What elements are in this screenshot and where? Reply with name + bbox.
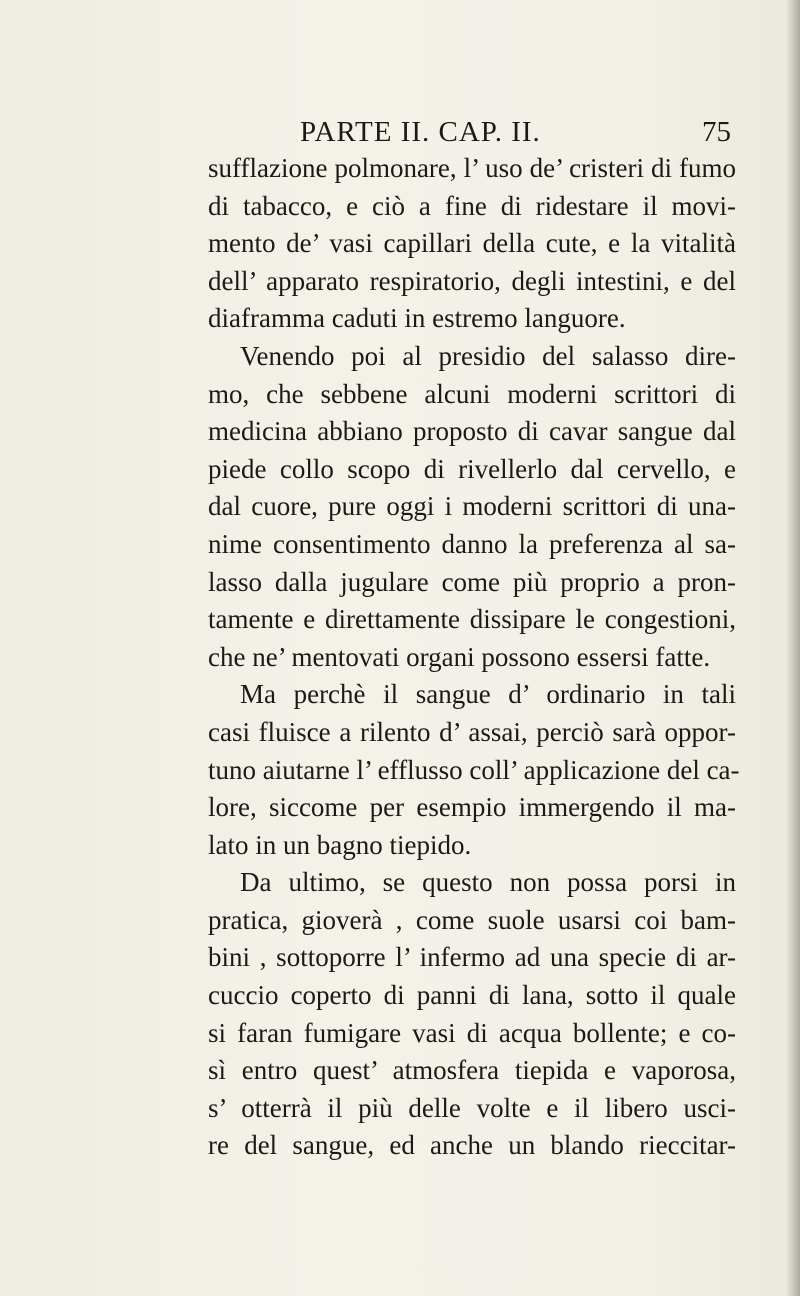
text-line: dal cuore, pure oggi i moderni scrittori di una- (208, 491, 736, 522)
text-line: si faran fumigare vasi di acqua bollente; e co- (208, 1017, 736, 1048)
text-line: lato in un bagno tiepido. (208, 829, 472, 860)
text-line: di tabacco, e ciò a fine di ridestare il movi- (208, 190, 736, 221)
body-text (208, 150, 740, 1165)
text-line: Venendo poi al presidio del salasso dire- (240, 340, 736, 371)
text-line: bini , sottoporre l’ infermo ad una specie di ar- (208, 942, 736, 973)
text-line: nime consentimento danno la preferenza al sa- (208, 528, 736, 559)
text-line: s’ otterrà il più delle volte e il libero usci- (208, 1092, 736, 1123)
text-line: pratica, gioverà , come suole usarsi coi bam- (208, 904, 736, 935)
text-line: diaframma caduti in estremo languore. (208, 303, 626, 334)
text-line: piede collo scopo di rivellerlo dal cervello, e (208, 453, 736, 484)
text-line: mo, che sebbene alcuni moderni scrittori di (208, 378, 736, 409)
text-line: re del sangue, ed anche un blando rieccitar- (208, 1130, 736, 1161)
text-line: cuccio coperto di panni di lana, sotto il quale (208, 980, 736, 1011)
text-line: casi fluisce a rilento d’ assai, perciò sarà oppor- (208, 716, 736, 747)
text-line: tamente e direttamente dissipare le congestioni, (208, 604, 736, 635)
running-head (0, 112, 800, 152)
text-line: tuno aiutarne l’ efflusso coll’ applicazione del ca- (208, 754, 740, 785)
text-line: che ne’ mentovati organi possono essersi fatte. (208, 641, 711, 672)
text-line: sufflazione polmonare, l’ uso de’ cristeri di fumo (208, 153, 736, 183)
text-line: sì entro quest’ atmosfera tiepida e vaporosa, (208, 1055, 736, 1086)
running-head-title: PARTE II. CAP. II. (300, 116, 541, 148)
text-line: mento de’ vasi capillari della cute, e la vitalità (208, 228, 736, 259)
page-number: 75 (702, 116, 731, 148)
text-line: Ma perchè il sangue d’ ordinario in tali (240, 679, 736, 710)
text-line: dell’ apparato respiratorio, degli intestini, e del (208, 265, 736, 296)
text-line: Da ultimo, se questo non possa porsi in (240, 867, 736, 898)
text-line: medicina abbiano proposto di cavar sangue dal (208, 416, 736, 447)
text-line: lore, siccome per esempio immergendo il ma- (208, 792, 736, 823)
text-line: lasso dalla jugulare come più proprio a pron- (208, 566, 736, 597)
page-edge-shadow (786, 0, 800, 1296)
